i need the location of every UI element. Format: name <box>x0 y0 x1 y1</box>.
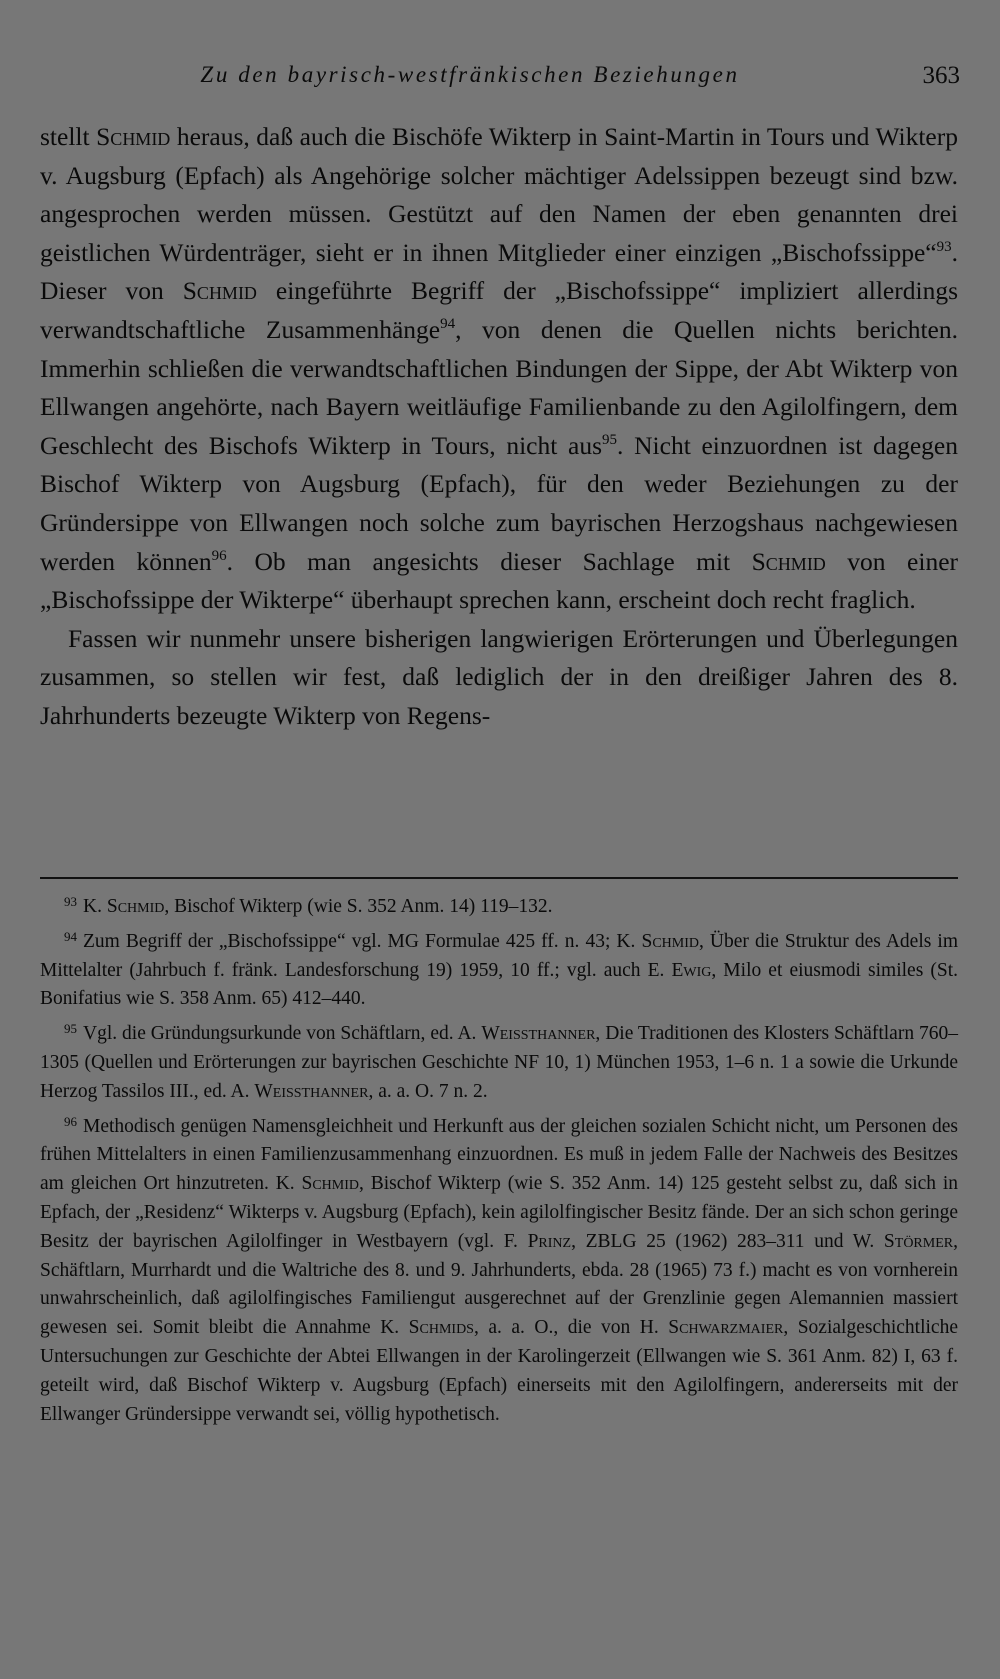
text-run: , Bischof Wikterp (wie S. 352 Anm. 14) 119–132. <box>164 896 553 917</box>
text-run: . Dieser von <box>40 237 958 306</box>
text-run: eingeführte Begriff der „Bischofssippe“ impliziert allerdings verwandtschaftliche Zusammenhänge <box>40 276 958 344</box>
author-name: Weissthanner <box>254 1080 369 1102</box>
footnotes <box>40 893 958 1435</box>
text-run: , Bischof Wikterp (wie S. 352 Anm. 14) 125 gesteht selbst zu, daß sich in Epfach, der „Residenz“ Wikterps v. Augsburg (Epfach), kein agilolfingischer Besitz fände. Der an sich schon geringe Besitz der bayrischen Agilolfinger in Westbayern (vgl. F. <box>40 1173 958 1252</box>
author-name: Ewig <box>671 959 712 981</box>
text-run: Zum Begriff der „Bischofssippe“ vgl. MG Formulae 425 ff. n. 43; K. <box>83 930 642 952</box>
footnote-ref-93[interactable]: 93 <box>936 238 952 255</box>
author-name: Schwarzmaier <box>668 1317 784 1339</box>
page-header <box>40 58 960 98</box>
author-name: Schmid <box>96 122 171 151</box>
main-text <box>40 118 958 736</box>
text-run: von einer „Bischofssippe der Wikterpe“ überhaupt sprechen kann, erscheint doch recht fraglich. <box>40 546 959 615</box>
text-run: , ZBLG 25 (1962) 283–311 und W. <box>571 1230 884 1252</box>
text-run: heraus, daß auch die Bischöfe Wikterp in Saint-Martin in Tours und Wikterp v. Augsburg (Epfach) als Angehörige solcher mächtiger Adelssippen bezeugt sind bzw. angesprochen werden müssen. Gestützt auf den Namen der eben genannten drei geistlichen Würdenträger, sieht er in ihnen Mitglieder einer einzigen „Bischofssippe“ <box>40 122 958 267</box>
text-run: Methodisch genügen Namensgleichheit und Herkunft aus der gleichen sozialen Schicht nicht, um Personen des frühen Mittelalters in einen Familienzusammenhang einzuordnen. Es muß in jedem Falle der Nachweis des Besitzes am gleichen Ort hinzutreten. K. <box>40 1115 958 1195</box>
footnote-96 <box>40 1113 958 1430</box>
footnote-divider <box>40 877 958 879</box>
text-run: , Sozialgeschichtliche Untersuchungen zur Geschichte der Abtei Ellwangen in der Karolingerzeit (Ellwangen wie S. 361 Anm. 82) I, 63 f. geteilt wird, daß Bischof Wikterp v. Augsburg (Epfach) einerseits mit den Agilolfingern, andererseits mit der Ellwanger Gründersippe verwandt sei, völlig hypothetisch. <box>40 1317 958 1425</box>
running-head: Zu den bayrisch-westfränkischen Beziehungen <box>200 62 740 87</box>
footnote-number: 93 <box>64 894 77 909</box>
text-run: . Nicht einzuordnen ist dagegen Bischof Wikterp von Augsburg (Epfach), für den weder Beziehungen zu der Gründersippe von Ellwangen noch solche zum bayrischen Herzogshaus nachgewiesen werden können <box>40 430 958 576</box>
author-name: Schmid <box>641 930 699 952</box>
text-run: , Über die Struktur des Adels im Mittelalter (Jahrbuch f. fränk. Landesforschung 19) 1959, 10 ff.; vgl. auch E. <box>40 930 958 981</box>
footnote-number: 95 <box>64 1021 77 1037</box>
author-name: Schmid <box>182 276 257 306</box>
footnote-94 <box>40 928 958 1014</box>
text-run: , von denen die Quellen nichts berichten. Immerhin schließen die verwandtschaftlichen Bindungen der Sippe, der Abt Wikterp von Ellwangen angehörte, nach Bayern weitläufige Familienbande zu den Agilolfingern, dem Geschlecht des Bischofs Wikterp in Tours, nicht aus <box>40 314 958 460</box>
text-run: , Die Traditionen des Klosters Schäftlarn 760–1305 (Quellen und Erörterungen zur bayrischen Geschichte NF 10, 1) München 1953, 1–6 n. 1 a sowie die Urkunde Herzog Tassilos III., ed. A. <box>40 1023 958 1102</box>
text-run: , Schäftlarn, Murrhardt und die Waltriche des 8. und 9. Jahrhunderts, ebda. 28 (1965) 73 f.) macht es von vornherein unwahrscheinlich, daß agilolfingisches Familiengut ausgerechnet auf der Grenzlinie gegen Alemannien massiert gewesen sei. Somit bleibt die Annahme K. <box>40 1230 958 1339</box>
text-run: , a. a. O., die von H. <box>473 1317 669 1339</box>
text-run: Vgl. die Gründungsurkunde von Schäftlarn, ed. A. <box>83 1023 482 1045</box>
text-run: , a. a. O. 7 n. 2. <box>368 1080 488 1102</box>
author-name: Schmid <box>301 1173 359 1195</box>
text-run: , Milo et eiusmodi similes (St. Bonifatius wie S. 358 Anm. 65) 412–440. <box>40 959 958 1010</box>
footnote-number: 96 <box>64 1113 77 1129</box>
author-name: Schmids <box>408 1317 474 1339</box>
author-name: Prinz <box>527 1230 572 1252</box>
paragraph-1 <box>40 118 958 620</box>
author-name: Schmid <box>106 896 165 917</box>
page-number: 363 <box>922 62 960 89</box>
footnote-ref-96[interactable]: 96 <box>211 547 227 564</box>
footnote-number: 94 <box>64 928 77 944</box>
paragraph-2: Fassen wir nunmehr unsere bisherigen langwierigen Erörterungen und Überlegungen zusammen, so stellen wir fest, daß lediglich der in den dreißiger Jahren des 8. Jahrhunderts bezeugte Wikterp von Regens- <box>40 623 958 730</box>
author-name: Schmid <box>751 546 826 576</box>
footnote-ref-95[interactable]: 95 <box>602 431 618 448</box>
author-name: Störmer <box>883 1230 954 1252</box>
text-run: stellt <box>40 122 97 151</box>
author-name: Weissthanner <box>481 1023 596 1045</box>
text-run: . Ob man angesichts dieser Sachlage mit <box>226 546 752 576</box>
footnote-93 <box>40 893 958 922</box>
footnote-ref-94[interactable]: 94 <box>440 315 456 332</box>
text-run: K. <box>83 896 107 917</box>
footnote-95 <box>40 1020 958 1106</box>
